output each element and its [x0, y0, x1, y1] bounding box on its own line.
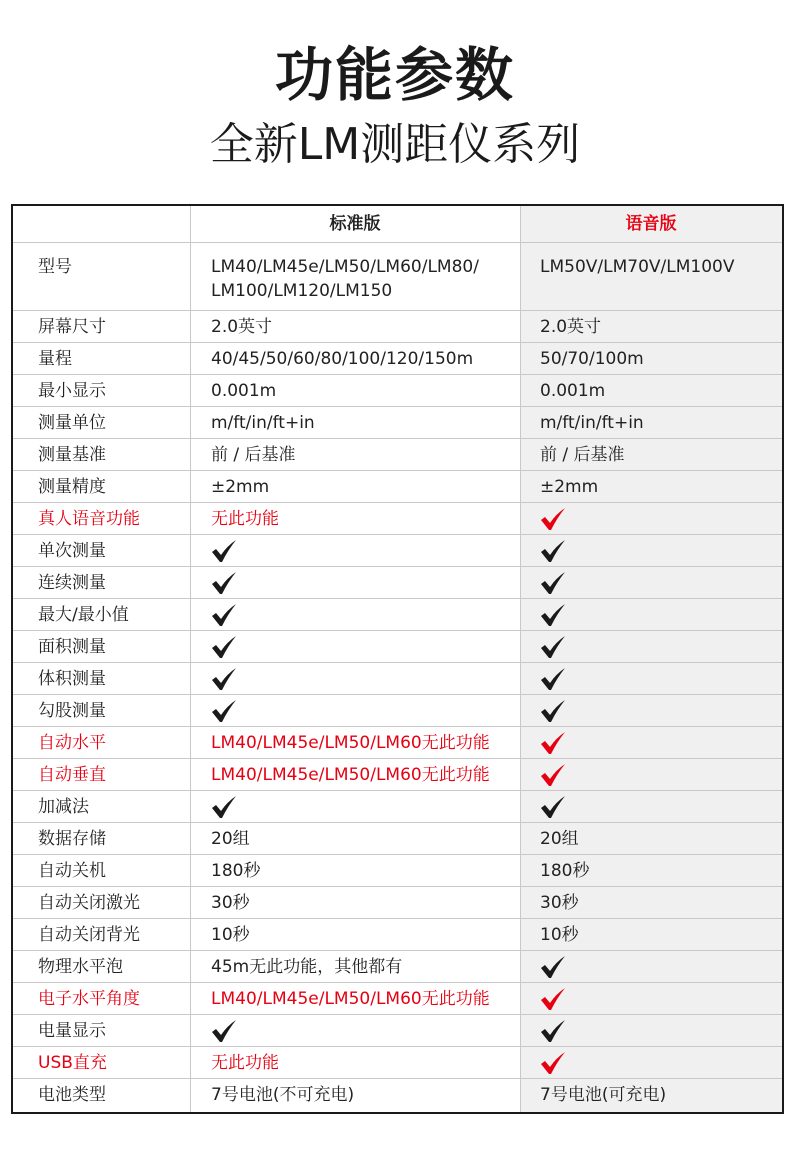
- check-icon: [540, 699, 566, 723]
- row-standard-value-check: [190, 791, 520, 822]
- row-standard-value: LM40/LM45e/LM50/LM60无此功能: [211, 732, 490, 753]
- row-voice-value-check: [520, 567, 782, 598]
- table-row: [13, 343, 782, 375]
- row-standard-value: LM40/LM45e/LM50/LM60无此功能: [211, 988, 490, 1009]
- row-label: USB直充: [38, 1052, 107, 1073]
- row-standard-value-check: [190, 599, 520, 630]
- row-voice-value-check: [520, 1015, 782, 1046]
- check-icon: [211, 1019, 237, 1043]
- row-voice-value-check: [520, 599, 782, 630]
- row-voice-value: ±2mm: [540, 476, 599, 497]
- table-row: [13, 855, 782, 887]
- row-standard-value: m/ft/in/ft+in: [211, 412, 315, 433]
- row-standard-value: 7号电池(不可充电): [211, 1085, 355, 1105]
- row-label: 体积测量: [38, 668, 106, 689]
- row-standard-value-check: [190, 695, 520, 726]
- header-standard: 标准版: [329, 214, 381, 234]
- check-icon: [540, 507, 566, 531]
- row-standard-value-check: [190, 535, 520, 566]
- check-icon: [540, 635, 566, 659]
- page-subtitle: 全新LM测距仪系列: [209, 119, 581, 170]
- row-voice-value: 10秒: [540, 924, 579, 945]
- row-voice-value: LM50V/LM70V/LM100V: [540, 257, 735, 277]
- check-icon: [540, 1019, 566, 1043]
- row-label: 最小显示: [38, 380, 106, 401]
- table-row: [13, 663, 782, 695]
- check-icon: [540, 1051, 566, 1075]
- table-row: [13, 439, 782, 471]
- header-label: [13, 206, 190, 242]
- check-icon: [540, 571, 566, 595]
- table-row: [13, 791, 782, 823]
- row-label: 真人语音功能: [38, 508, 140, 529]
- row-label: 最大/最小值: [38, 604, 129, 625]
- row-label: 面积测量: [38, 636, 106, 657]
- check-icon: [211, 635, 237, 659]
- table-row: [13, 919, 782, 951]
- row-label: 勾股测量: [38, 700, 106, 721]
- table-header-row: [13, 206, 782, 243]
- row-voice-value-check: [520, 503, 782, 534]
- table-row: [13, 243, 782, 311]
- table-row: [13, 1015, 782, 1047]
- row-label: 数据存储: [38, 828, 106, 849]
- page-title: 功能参数: [274, 41, 515, 109]
- table-row: [13, 535, 782, 567]
- row-standard-value: LM40/LM45e/LM50/LM60/LM80/ LM100/LM120/LM150: [211, 257, 479, 301]
- row-voice-value: 7号电池(可充电): [540, 1085, 667, 1105]
- row-standard-value-check: [190, 663, 520, 694]
- table-row: [13, 1079, 782, 1111]
- row-voice-value-check: [520, 727, 782, 758]
- row-label: 型号: [38, 257, 72, 277]
- table-row: [13, 599, 782, 631]
- table-row: [13, 567, 782, 599]
- row-standard-value: 20组: [211, 828, 250, 849]
- check-icon: [540, 539, 566, 563]
- table-row: [13, 503, 782, 535]
- table-row: [13, 823, 782, 855]
- row-voice-value: 50/70/100m: [540, 348, 644, 369]
- row-standard-value: 180秒: [211, 860, 261, 881]
- row-label: 测量精度: [38, 476, 106, 497]
- row-label: 加减法: [38, 796, 89, 817]
- table-row: [13, 407, 782, 439]
- row-standard-value-check: [190, 1015, 520, 1046]
- check-icon: [211, 571, 237, 595]
- check-icon: [211, 603, 237, 627]
- row-label: 测量基准: [38, 444, 106, 465]
- row-label: 自动关机: [38, 860, 106, 881]
- row-voice-value-check: [520, 663, 782, 694]
- check-icon: [540, 603, 566, 627]
- table-row: [13, 983, 782, 1015]
- row-label: 电量显示: [38, 1020, 106, 1041]
- row-voice-value-check: [520, 535, 782, 566]
- row-standard-value: 无此功能: [211, 1052, 279, 1073]
- row-label: 自动垂直: [38, 764, 106, 785]
- row-voice-value-check: [520, 695, 782, 726]
- row-standard-value: 2.0英寸: [211, 316, 273, 337]
- table-row: [13, 1047, 782, 1079]
- check-icon: [540, 795, 566, 819]
- table-row: [13, 311, 782, 343]
- row-label: 单次测量: [38, 540, 106, 561]
- check-icon: [540, 731, 566, 755]
- check-icon: [540, 763, 566, 787]
- row-voice-value: 30秒: [540, 892, 579, 913]
- row-voice-value-check: [520, 759, 782, 790]
- row-standard-value: 30秒: [211, 892, 250, 913]
- row-label: 连续测量: [38, 572, 106, 593]
- row-label: 量程: [38, 348, 72, 369]
- row-standard-value: LM40/LM45e/LM50/LM60无此功能: [211, 764, 490, 785]
- check-icon: [540, 987, 566, 1011]
- check-icon: [540, 667, 566, 691]
- row-label: 电子水平角度: [38, 988, 140, 1009]
- table-row: [13, 471, 782, 503]
- table-row: [13, 887, 782, 919]
- row-label: 测量单位: [38, 412, 106, 433]
- row-label: 电池类型: [38, 1085, 106, 1105]
- spec-table: [11, 204, 784, 1114]
- row-voice-value: m/ft/in/ft+in: [540, 412, 644, 433]
- check-icon: [211, 699, 237, 723]
- row-standard-value: 前 / 后基准: [211, 444, 296, 465]
- row-standard-value: 无此功能: [211, 508, 279, 529]
- header-voice: 语音版: [625, 214, 677, 234]
- table-row: [13, 631, 782, 663]
- row-standard-value: 0.001m: [211, 380, 277, 401]
- row-voice-value: 2.0英寸: [540, 316, 602, 337]
- check-icon: [211, 539, 237, 563]
- row-voice-value: 180秒: [540, 860, 590, 881]
- row-voice-value-check: [520, 951, 782, 982]
- row-label: 屏幕尺寸: [38, 316, 106, 337]
- row-label: 物理水平泡: [38, 956, 123, 977]
- row-voice-value-check: [520, 1047, 782, 1078]
- row-voice-value: 前 / 后基准: [540, 444, 625, 465]
- check-icon: [211, 795, 237, 819]
- row-standard-value: 40/45/50/60/80/100/120/150m: [211, 348, 474, 369]
- row-standard-value-check: [190, 567, 520, 598]
- check-icon: [211, 667, 237, 691]
- row-label: 自动关闭背光: [38, 924, 140, 945]
- row-standard-value: 10秒: [211, 924, 250, 945]
- row-standard-value-check: [190, 631, 520, 662]
- check-icon: [540, 955, 566, 979]
- row-standard-value: ±2mm: [211, 476, 270, 497]
- row-label: 自动水平: [38, 732, 106, 753]
- row-voice-value: 20组: [540, 828, 579, 849]
- row-voice-value-check: [520, 983, 782, 1014]
- table-row: [13, 695, 782, 727]
- table-row: [13, 727, 782, 759]
- table-row: [13, 759, 782, 791]
- table-row: [13, 951, 782, 983]
- row-voice-value-check: [520, 791, 782, 822]
- table-row: [13, 375, 782, 407]
- row-voice-value-check: [520, 631, 782, 662]
- row-label: 自动关闭激光: [38, 892, 140, 913]
- row-voice-value: 0.001m: [540, 380, 606, 401]
- row-standard-value: 45m无此功能，其他都有: [211, 956, 403, 977]
